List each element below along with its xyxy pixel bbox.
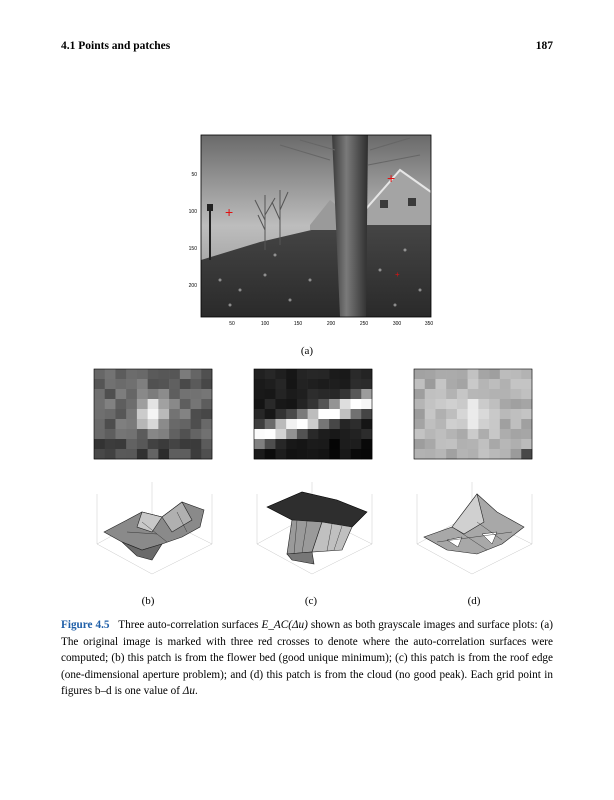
panel-label-d: (d) — [467, 595, 481, 607]
figure-label: Figure 4.5 — [61, 619, 110, 631]
x-tick-350: 350 — [424, 321, 434, 327]
caption-text-2: shown as both grayscale images and surface plots: (a) The original image is marked with three red crosses to denote where the auto-correlation surfaces were computed; (b) this patch is from the flower bed (good unique minimum); (c) this patch is from the roof edge (one-dimensional aperture problem); and (d) this patch is from the cloud (no good peak). Each grid point in figures b–d is one value of — [61, 619, 553, 698]
y-tick-200: 200 — [188, 283, 197, 289]
figure-a-photo — [180, 130, 440, 330]
x-tick-50: 50 — [229, 321, 235, 327]
caption-math-eac: E_AC(Δu) — [261, 619, 308, 631]
y-tick-150: 150 — [188, 246, 197, 252]
surface-plot-c — [242, 482, 382, 582]
x-tick-100: 100 — [260, 321, 270, 327]
caption-math-delta-u: Δu — [182, 685, 195, 698]
red-cross-cloud: + — [225, 204, 234, 220]
patch-c-grayscale — [248, 367, 376, 467]
caption-text-1: Three auto-correlation surfaces — [118, 619, 262, 631]
panel-label-c: (c) — [304, 595, 318, 607]
x-tick-300: 300 — [392, 321, 402, 327]
section-title: 4.1 Points and patches — [61, 40, 171, 52]
red-cross-flowerbed: + — [395, 270, 400, 279]
panel-label-a: (a) — [300, 345, 314, 357]
y-tick-100: 100 — [188, 209, 197, 215]
surface-plot-d — [402, 482, 542, 582]
surface-plot-b — [82, 482, 222, 582]
running-head — [61, 40, 553, 56]
caption-text-3: . — [194, 685, 198, 698]
x-tick-250: 250 — [359, 321, 369, 327]
patch-b-grayscale — [88, 367, 216, 467]
red-cross-roof: + — [387, 170, 396, 186]
x-tick-200: 200 — [326, 321, 336, 327]
x-tick-150: 150 — [293, 321, 303, 327]
y-tick-50: 50 — [191, 172, 197, 178]
page-number: 187 — [535, 40, 553, 52]
figure-caption — [61, 617, 553, 700]
patch-d-grayscale — [408, 367, 536, 467]
panel-label-b: (b) — [141, 595, 155, 607]
